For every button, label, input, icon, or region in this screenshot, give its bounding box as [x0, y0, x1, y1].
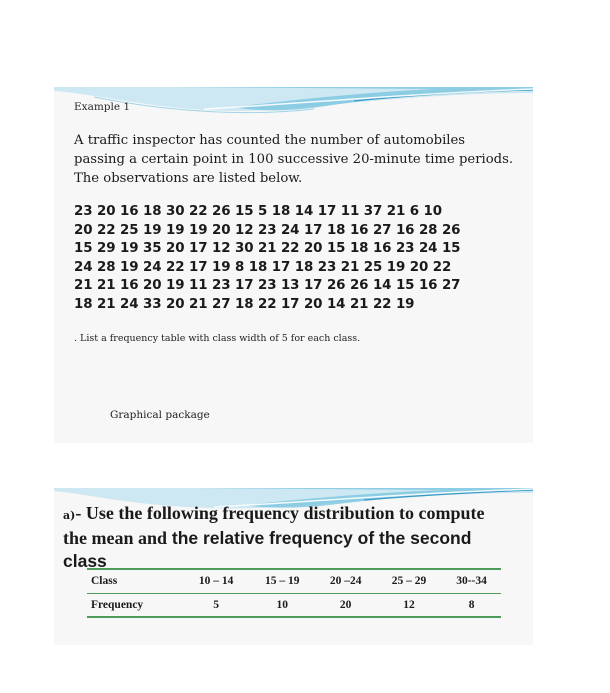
question-text: class — [63, 551, 107, 571]
row-header: Frequency — [87, 593, 183, 617]
observation-row: 15 29 19 35 20 17 12 30 21 22 20 15 18 16 23 24 15 — [74, 241, 461, 257]
table-cell: 5 — [183, 593, 249, 617]
question-text: - Use the following frequency distribution to compute — [75, 503, 485, 523]
slide-example-1 — [54, 87, 533, 443]
intro-line: A traffic inspector has counted the number of automobiles — [74, 133, 466, 148]
row-header: Class — [87, 569, 183, 593]
question-text: the mean and — [63, 528, 168, 548]
problem-statement — [74, 131, 524, 188]
observation-row: 18 21 24 33 20 21 27 18 22 17 20 14 21 22 19 — [74, 296, 415, 312]
task-note: . List a frequency table with class width of 5 for each class. — [74, 333, 361, 344]
table-cell: 30--34 — [442, 569, 501, 593]
intro-line: passing a certain point in 100 successive 20-minute time periods. — [74, 152, 514, 167]
observation-row: 20 22 25 19 19 19 20 12 23 24 17 18 16 27 16 28 26 — [74, 222, 461, 238]
intro-line: The observations are listed below. — [74, 171, 303, 186]
question-heading — [63, 502, 528, 573]
observation-row: 24 28 19 24 22 17 19 8 18 17 18 23 21 25 19 20 22 — [74, 259, 452, 275]
observation-row: 21 21 16 20 19 11 23 17 23 13 17 26 26 14 15 16 27 — [74, 278, 461, 294]
table-row-frequency — [87, 593, 501, 617]
observation-data — [74, 203, 529, 315]
table-cell: 15 – 19 — [249, 569, 315, 593]
question-prefix: a) — [63, 509, 76, 522]
table-cell: 8 — [442, 593, 501, 617]
table-cell: 10 – 14 — [183, 569, 249, 593]
example-title: Example 1 — [74, 101, 131, 113]
table-cell: 10 — [249, 593, 315, 617]
question-text: the relative frequency of the second — [167, 528, 472, 548]
table-cell: 12 — [376, 593, 442, 617]
observation-row: 23 20 16 18 30 22 26 15 5 18 14 17 11 37 21 6 10 — [74, 204, 442, 219]
table-cell: 20 — [315, 593, 376, 617]
table-row-class — [87, 569, 501, 593]
graphical-package-label: Graphical package — [110, 409, 210, 421]
table-cell: 25 – 29 — [376, 569, 442, 593]
table-cell: 20 –24 — [315, 569, 376, 593]
frequency-table — [87, 568, 501, 618]
slide-frequency-question — [54, 488, 533, 645]
